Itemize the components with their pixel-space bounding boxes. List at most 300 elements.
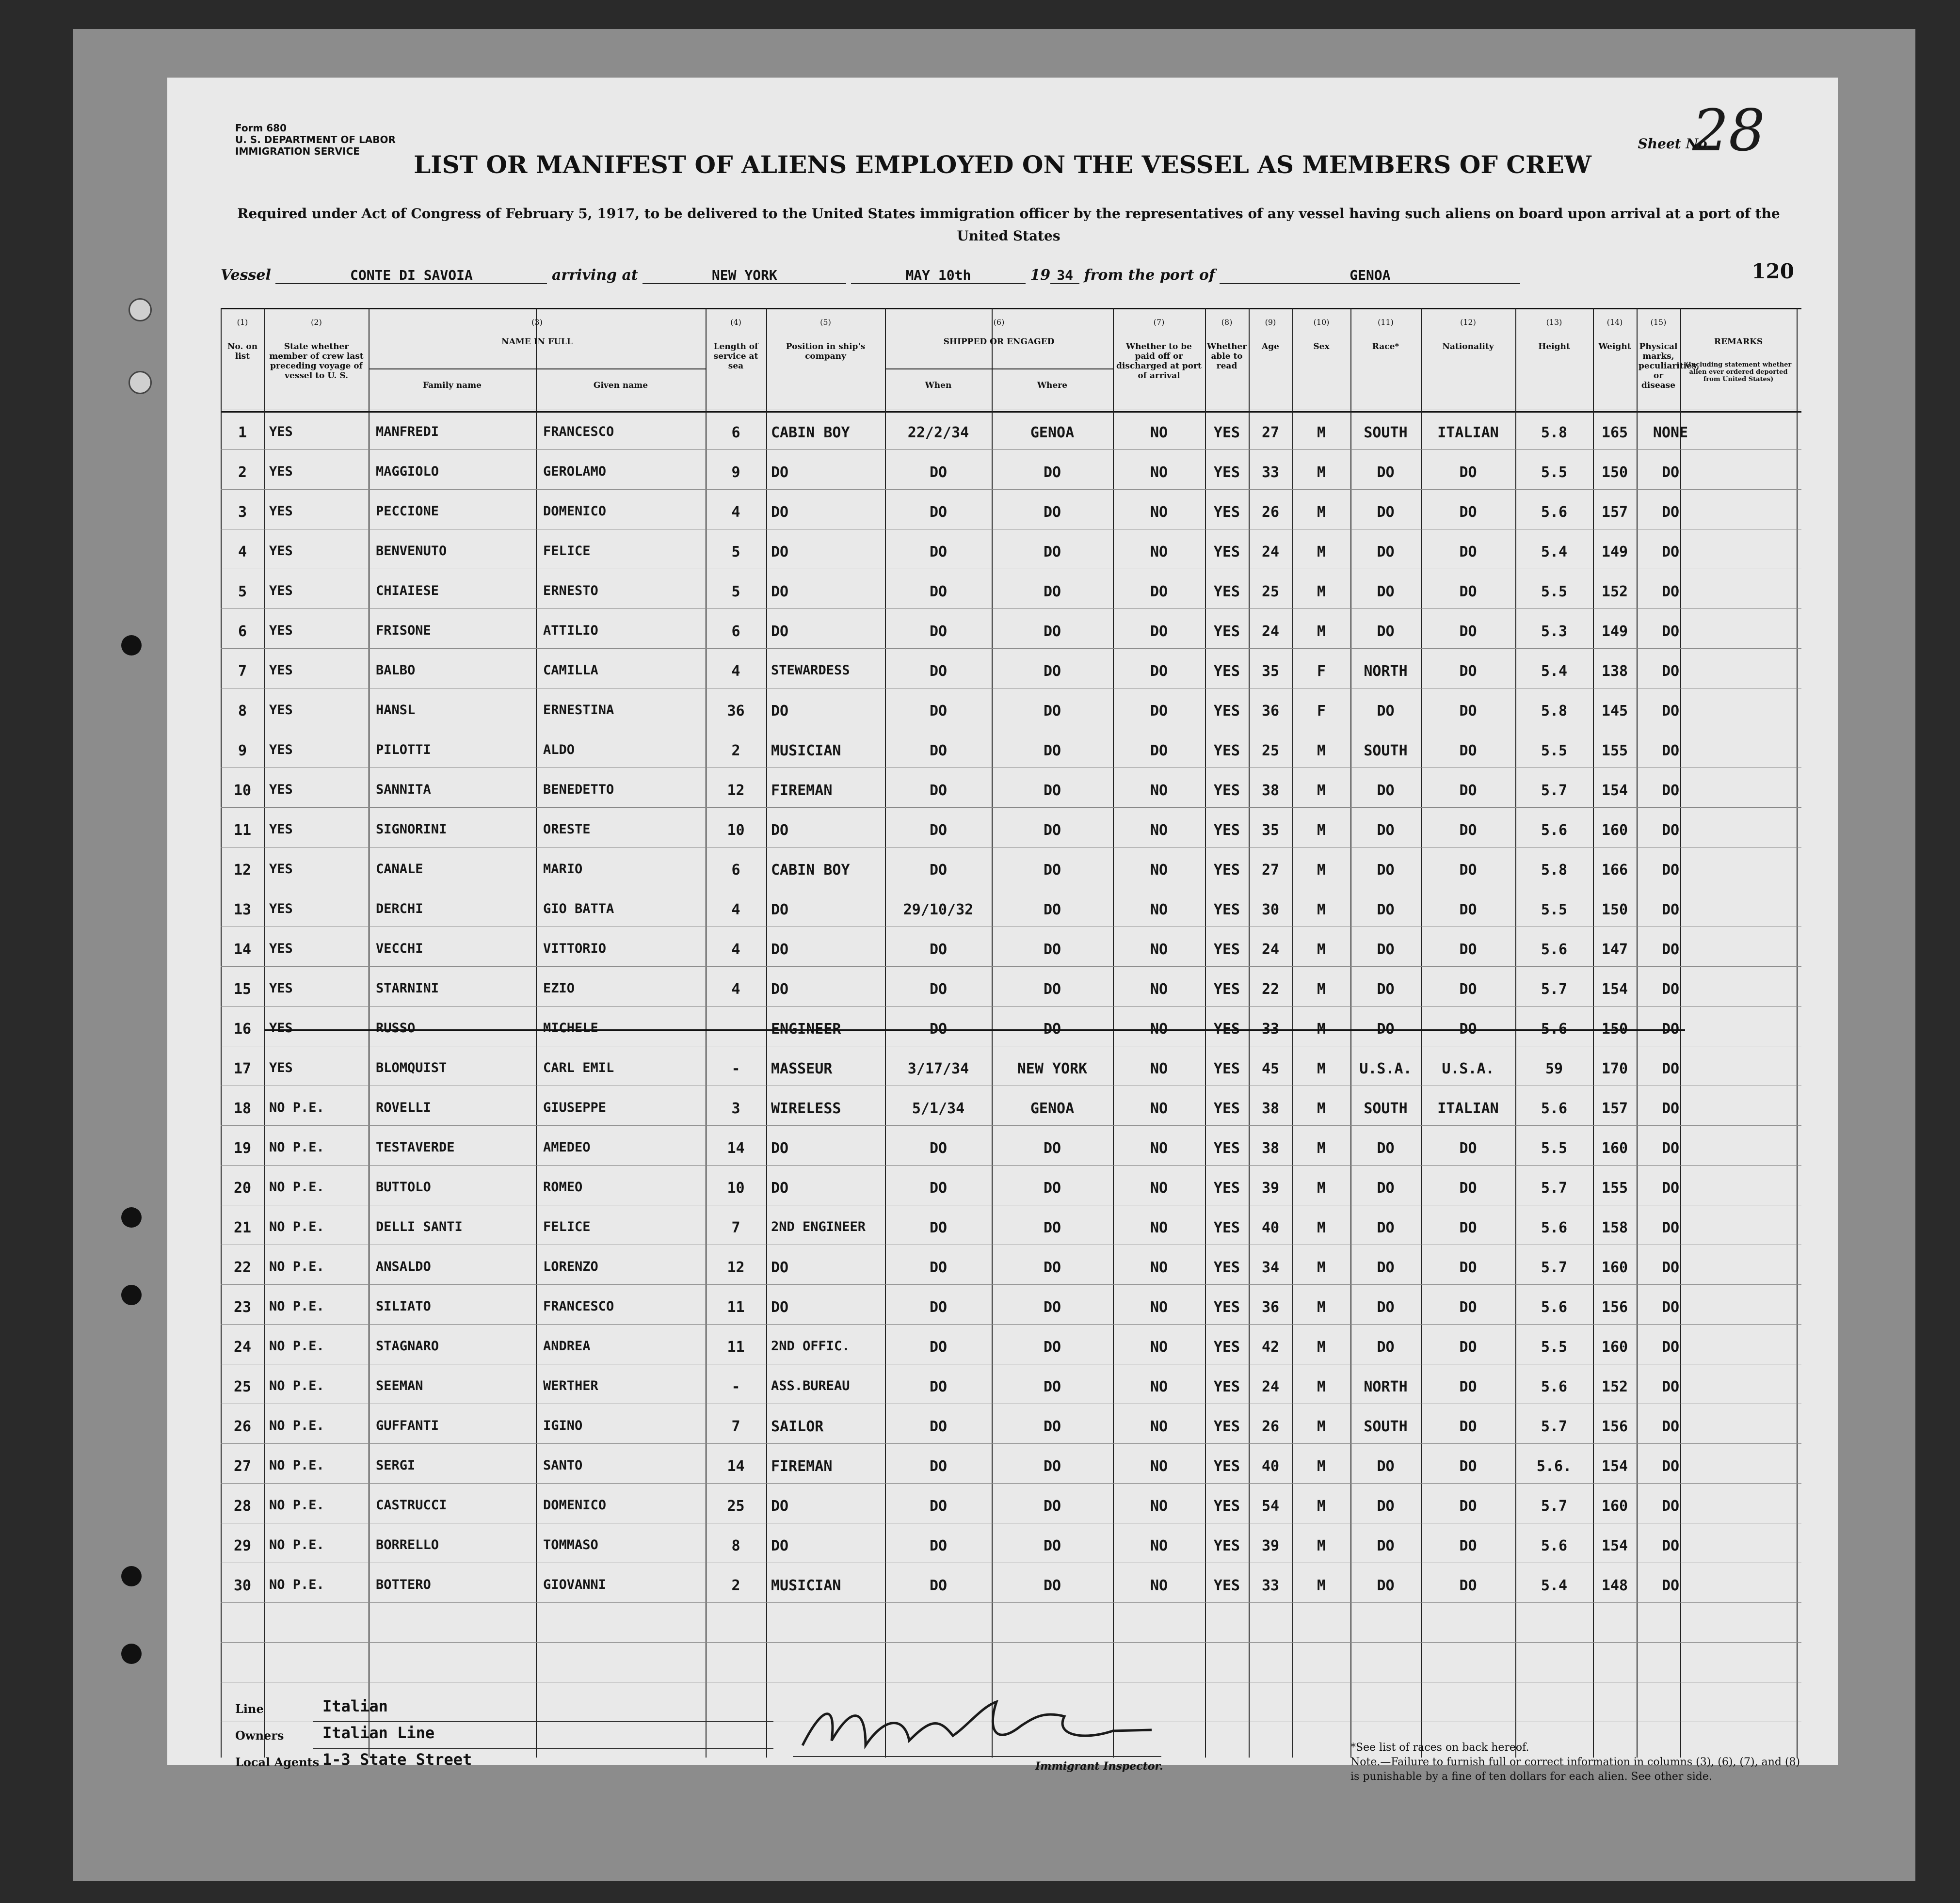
header-physical-marks: Physical marks, peculiarities, or disease — [1639, 342, 1700, 390]
cell-height: 5.6 — [1541, 1537, 1568, 1554]
cell-physical-marks: DO — [1661, 1299, 1680, 1316]
cell-nationality: DO — [1459, 1021, 1477, 1038]
form-number: Form 680 — [235, 122, 287, 134]
footnote-penalty: Note.—Failure to furnish full or correct information in columns (3), (6), (7), and (8) is punishable by a fine of ten dollars for each alien. See other side. — [1350, 1756, 1800, 1783]
cell-family-name: BALBO — [376, 663, 416, 678]
cell-given-name: DOMENICO — [543, 1498, 607, 1513]
cell-paid-off: NO — [1150, 1100, 1168, 1117]
cell-shipped-where: DO — [1043, 742, 1061, 759]
year-prefix: 19 — [1030, 267, 1051, 284]
cell-position: DO — [771, 1140, 789, 1157]
table-row — [221, 663, 1801, 687]
cell-weight: 160 — [1601, 1259, 1628, 1276]
cell-previous-voyage: YES — [269, 1060, 293, 1075]
cell-no: 20 — [233, 1180, 252, 1197]
cell-able-read: YES — [1213, 424, 1240, 441]
punch-hole-icon — [121, 1207, 142, 1228]
cell-sex: M — [1317, 742, 1326, 759]
row-rule — [221, 608, 1801, 609]
cell-previous-voyage: NO P.E. — [269, 1458, 324, 1473]
owners-underline — [313, 1721, 773, 1722]
cell-height: 5.6 — [1541, 1378, 1568, 1395]
column-number: (13) — [1546, 318, 1562, 327]
cell-shipped-where: DO — [1043, 1299, 1061, 1316]
cell-length-service: 2 — [731, 742, 740, 759]
cell-given-name: GIOVANNI — [543, 1577, 607, 1592]
table-row — [221, 1458, 1801, 1482]
table-row — [221, 1021, 1801, 1045]
arrival-date: MAY 10th — [851, 267, 1026, 284]
cell-position: DO — [771, 822, 789, 839]
header-remarks-note: (Including statement whether alien ever ordered deported from United States) — [1685, 361, 1792, 383]
cell-sex: M — [1317, 1021, 1326, 1038]
cell-previous-voyage: YES — [269, 822, 293, 837]
cell-length-service: 6 — [731, 623, 740, 640]
table-row — [221, 901, 1801, 926]
cell-given-name: GIO BATTA — [543, 901, 614, 916]
cell-age: 35 — [1261, 822, 1280, 839]
cell-paid-off: NO — [1150, 1498, 1168, 1515]
cell-physical-marks: DO — [1661, 1458, 1680, 1475]
cell-previous-voyage: YES — [269, 901, 293, 916]
cell-age: 34 — [1261, 1259, 1280, 1276]
cell-family-name: BUTTOLO — [376, 1180, 431, 1195]
row-rule — [221, 1642, 1801, 1643]
cell-age: 36 — [1261, 703, 1280, 720]
department-name: U. S. DEPARTMENT OF LABOR — [235, 134, 396, 145]
cell-nationality: DO — [1459, 1577, 1477, 1594]
cell-nationality: DO — [1459, 1418, 1477, 1435]
cell-physical-marks: DO — [1661, 941, 1680, 958]
cell-weight: 154 — [1601, 1458, 1628, 1475]
cell-physical-marks: DO — [1661, 1219, 1680, 1236]
cell-height: 5.8 — [1541, 424, 1568, 441]
arrival-year: 34 — [1050, 267, 1079, 284]
cell-race: DO — [1377, 1219, 1395, 1236]
cell-nationality: DO — [1459, 703, 1477, 720]
cell-height: 5.7 — [1541, 1259, 1568, 1276]
header-when: When — [925, 381, 952, 390]
cell-previous-voyage: YES — [269, 504, 293, 519]
cell-no: 13 — [233, 901, 252, 918]
cell-given-name: FRANCESCO — [543, 1299, 614, 1314]
cell-sex: M — [1317, 862, 1326, 879]
cell-able-read: YES — [1213, 1418, 1240, 1435]
table-row — [221, 822, 1801, 846]
table-row — [221, 464, 1801, 488]
cell-age: 24 — [1261, 623, 1280, 640]
cell-shipped-where: DO — [1043, 1537, 1061, 1554]
cell-physical-marks: DO — [1661, 742, 1680, 759]
table-row — [221, 1259, 1801, 1283]
header-family-name: Family name — [422, 381, 482, 390]
cell-length-service: - — [731, 1378, 740, 1395]
cell-paid-off: NO — [1150, 1299, 1168, 1316]
cell-position: DO — [771, 1180, 789, 1197]
sheet-number: 28 — [1692, 97, 1765, 164]
header-remarks: REMARKS — [1714, 337, 1763, 347]
cell-length-service: 10 — [727, 822, 745, 839]
cell-family-name: ROVELLI — [376, 1100, 431, 1115]
cell-length-service: 14 — [727, 1140, 745, 1157]
cell-shipped-where: DO — [1043, 464, 1061, 481]
cell-sex: M — [1317, 1060, 1326, 1077]
cell-given-name: ERNESTINA — [543, 703, 614, 718]
from-port-label: from the port of — [1084, 267, 1215, 284]
cell-no: 2 — [238, 464, 247, 481]
cell-shipped-when: DO — [929, 1577, 948, 1594]
table-row — [221, 424, 1801, 448]
cell-height: 5.5 — [1541, 901, 1568, 918]
cell-weight: 150 — [1601, 1021, 1628, 1038]
cell-position: MASSEUR — [771, 1060, 833, 1077]
cell-previous-voyage: NO P.E. — [269, 1180, 324, 1195]
column-number: (8) — [1221, 318, 1233, 327]
cell-given-name: ERNESTO — [543, 583, 598, 598]
cell-given-name: CARL EMIL — [543, 1060, 614, 1075]
table-row — [221, 1378, 1801, 1403]
cell-length-service: 7 — [731, 1418, 740, 1435]
cell-height: 5.5 — [1541, 464, 1568, 481]
cell-position: MUSICIAN — [771, 742, 841, 759]
row-rule — [221, 489, 1801, 490]
cell-shipped-where: DO — [1043, 1378, 1061, 1395]
cell-nationality: DO — [1459, 862, 1477, 879]
cell-given-name: FELICE — [543, 1219, 591, 1234]
header-height: Height — [1538, 342, 1570, 352]
cell-able-read: YES — [1213, 1378, 1240, 1395]
cell-position: DO — [771, 504, 789, 521]
cell-race: DO — [1377, 981, 1395, 998]
cell-age: 26 — [1261, 504, 1280, 521]
cell-position: ASS.BUREAU — [771, 1378, 850, 1393]
cell-previous-voyage: YES — [269, 663, 293, 678]
cell-weight: 154 — [1601, 782, 1628, 799]
cell-shipped-when: DO — [929, 1498, 948, 1515]
header-length-service: Length of service at sea — [713, 342, 758, 371]
cell-race: SOUTH — [1364, 742, 1408, 759]
row-rule — [221, 1284, 1801, 1285]
cell-shipped-where: DO — [1043, 1498, 1061, 1515]
cell-family-name: CHIAIESE — [376, 583, 439, 598]
cell-physical-marks: DO — [1661, 1498, 1680, 1515]
cell-able-read: YES — [1213, 663, 1240, 680]
cell-race: DO — [1377, 901, 1395, 918]
header-sex: Sex — [1313, 342, 1330, 352]
cell-race: SOUTH — [1364, 1418, 1408, 1435]
cell-shipped-where: DO — [1043, 822, 1061, 839]
cell-family-name: FRISONE — [376, 623, 431, 638]
table-row — [221, 1140, 1801, 1164]
cell-paid-off: NO — [1150, 862, 1168, 879]
cell-weight: 149 — [1601, 623, 1628, 640]
cell-length-service: 4 — [731, 901, 740, 918]
cell-paid-off: NO — [1150, 901, 1168, 918]
cell-given-name: FELICE — [543, 544, 591, 559]
cell-sex: M — [1317, 1418, 1326, 1435]
cell-position: DO — [771, 901, 789, 918]
cell-sex: M — [1317, 1299, 1326, 1316]
table-row — [221, 583, 1801, 608]
vessel-line — [221, 267, 1520, 284]
strikethrough-line — [264, 1029, 1685, 1031]
cell-given-name: ORESTE — [543, 822, 591, 837]
cell-shipped-when: DO — [929, 822, 948, 839]
cell-nationality: DO — [1459, 583, 1477, 600]
cell-age: 38 — [1261, 782, 1280, 799]
cell-given-name: TOMMASO — [543, 1537, 598, 1552]
cell-sex: M — [1317, 544, 1326, 560]
row-rule — [221, 1443, 1801, 1444]
vessel-label: Vessel — [221, 267, 271, 284]
cell-race: NORTH — [1364, 663, 1408, 680]
cell-shipped-where: DO — [1043, 504, 1061, 521]
departure-port: GENOA — [1220, 267, 1520, 284]
cell-weight: 149 — [1601, 544, 1628, 560]
table-row — [221, 981, 1801, 1005]
cell-shipped-where: DO — [1043, 1458, 1061, 1475]
cell-age: 33 — [1261, 1021, 1280, 1038]
cell-shipped-where: DO — [1043, 1577, 1061, 1594]
cell-race: DO — [1377, 1180, 1395, 1197]
cell-given-name: ALDO — [543, 742, 575, 757]
cell-paid-off: NO — [1150, 1577, 1168, 1594]
column-number: (9) — [1265, 318, 1276, 327]
cell-length-service: 12 — [727, 782, 745, 799]
column-number: (12) — [1460, 318, 1476, 327]
cell-shipped-when: DO — [929, 1021, 948, 1038]
cell-previous-voyage: YES — [269, 583, 293, 598]
cell-race: DO — [1377, 623, 1395, 640]
cell-previous-voyage: YES — [269, 703, 293, 718]
cell-height: 5.6 — [1541, 1100, 1568, 1117]
cell-height: 5.7 — [1541, 1180, 1568, 1197]
cell-sex: M — [1317, 623, 1326, 640]
cell-given-name: MICHELE — [543, 1021, 598, 1036]
cell-sex: M — [1317, 1140, 1326, 1157]
cell-length-service: 25 — [727, 1498, 745, 1515]
cell-weight: 154 — [1601, 1537, 1628, 1554]
cell-no: 12 — [233, 862, 252, 879]
table-row — [221, 742, 1801, 767]
cell-paid-off: NO — [1150, 1418, 1168, 1435]
cell-age: 38 — [1261, 1140, 1280, 1157]
cell-able-read: YES — [1213, 742, 1240, 759]
cell-position: DO — [771, 1259, 789, 1276]
cell-nationality: DO — [1459, 941, 1477, 958]
cell-length-service: 8 — [731, 1537, 740, 1554]
cell-height: 5.6. — [1536, 1458, 1572, 1475]
cell-nationality: DO — [1459, 1458, 1477, 1475]
cell-weight: 160 — [1601, 1498, 1628, 1515]
row-rule — [221, 648, 1801, 649]
cell-height: 59 — [1545, 1060, 1563, 1077]
cell-nationality: DO — [1459, 1299, 1477, 1316]
cell-height: 5.6 — [1541, 504, 1568, 521]
cell-nationality: DO — [1459, 544, 1477, 560]
cell-nationality: U.S.A. — [1442, 1060, 1494, 1077]
table-row — [221, 1498, 1801, 1522]
cell-height: 5.7 — [1541, 782, 1568, 799]
cell-physical-marks: DO — [1661, 1060, 1680, 1077]
cell-paid-off: NO — [1150, 1537, 1168, 1554]
cell-no: 10 — [233, 782, 252, 799]
punch-hole-icon — [121, 1566, 142, 1586]
owners-label: Owners — [235, 1728, 284, 1743]
cell-nationality: DO — [1459, 504, 1477, 521]
cell-position: DO — [771, 941, 789, 958]
cell-position: DO — [771, 623, 789, 640]
inspector-signature-icon — [793, 1687, 1161, 1770]
cell-race: DO — [1377, 1339, 1395, 1356]
cell-given-name: MARIO — [543, 862, 583, 877]
cell-weight: 150 — [1601, 901, 1628, 918]
cell-sex: M — [1317, 1498, 1326, 1515]
cell-shipped-when: DO — [929, 941, 948, 958]
cell-age: 27 — [1261, 862, 1280, 879]
cell-shipped-where: DO — [1043, 583, 1061, 600]
cell-previous-voyage: NO P.E. — [269, 1418, 324, 1433]
cell-previous-voyage: YES — [269, 424, 293, 439]
header-given-name: Given name — [593, 381, 648, 390]
cell-shipped-when: DO — [929, 1259, 948, 1276]
cell-physical-marks: DO — [1661, 1577, 1680, 1594]
cell-sex: M — [1317, 901, 1326, 918]
cell-family-name: BLOMQUIST — [376, 1060, 447, 1075]
cell-shipped-where: DO — [1043, 663, 1061, 680]
cell-age: 30 — [1261, 901, 1280, 918]
cell-weight: 148 — [1601, 1577, 1628, 1594]
arrival-port: NEW YORK — [643, 267, 846, 284]
cell-no: 7 — [238, 663, 247, 680]
cell-sex: M — [1317, 1339, 1326, 1356]
cell-race: DO — [1377, 544, 1395, 560]
cell-no: 4 — [238, 544, 247, 560]
cell-given-name: WERTHER — [543, 1378, 598, 1393]
cell-previous-voyage: NO P.E. — [269, 1259, 324, 1274]
cell-paid-off: NO — [1150, 1259, 1168, 1276]
cell-no: 21 — [233, 1219, 252, 1236]
cell-family-name: CASTRUCCI — [376, 1498, 447, 1513]
table-row — [221, 623, 1801, 647]
cell-previous-voyage: YES — [269, 862, 293, 877]
cell-height: 5.5 — [1541, 1339, 1568, 1356]
cell-physical-marks: DO — [1661, 1537, 1680, 1554]
cell-shipped-where: DO — [1043, 941, 1061, 958]
cell-height: 5.4 — [1541, 544, 1568, 560]
cell-shipped-when: DO — [929, 1537, 948, 1554]
cell-physical-marks: DO — [1661, 544, 1680, 560]
header-nationality: Nationality — [1442, 342, 1494, 352]
table-row — [221, 1577, 1801, 1601]
cell-position: STEWARDESS — [771, 663, 850, 678]
cell-age: 26 — [1261, 1418, 1280, 1435]
cell-family-name: STAGNARO — [376, 1339, 439, 1354]
cell-nationality: DO — [1459, 822, 1477, 839]
cell-sex: M — [1317, 1219, 1326, 1236]
cell-physical-marks: DO — [1661, 822, 1680, 839]
cell-family-name: MANFREDI — [376, 424, 439, 439]
cell-shipped-when: DO — [929, 583, 948, 600]
cell-age: 24 — [1261, 1378, 1280, 1395]
header-able-read: Whether able to read — [1207, 342, 1247, 371]
cell-given-name: SANTO — [543, 1458, 583, 1473]
cell-race: NORTH — [1364, 1378, 1408, 1395]
page-title: LIST OR MANIFEST OF ALIENS EMPLOYED ON THE VESSEL AS MEMBERS OF CREW — [414, 150, 1591, 179]
cell-length-service: 2 — [731, 1577, 740, 1594]
cell-paid-off: NO — [1150, 1219, 1168, 1236]
cell-nationality: DO — [1459, 1259, 1477, 1276]
cell-no: 17 — [233, 1060, 252, 1077]
table-row — [221, 1537, 1801, 1562]
header-age: Age — [1262, 342, 1279, 352]
cell-sex: M — [1317, 822, 1326, 839]
cell-shipped-when: DO — [929, 782, 948, 799]
cell-paid-off: DO — [1150, 583, 1168, 600]
cell-length-service: 11 — [727, 1299, 745, 1316]
cell-race: DO — [1377, 504, 1395, 521]
cell-height: 5.6 — [1541, 822, 1568, 839]
cell-weight: 160 — [1601, 1140, 1628, 1157]
cell-nationality: DO — [1459, 1537, 1477, 1554]
cell-shipped-when: DO — [929, 544, 948, 560]
table-row — [221, 941, 1801, 965]
cell-shipped-where: DO — [1043, 981, 1061, 998]
cell-race: DO — [1377, 862, 1395, 879]
cell-shipped-where: NEW YORK — [1017, 1060, 1088, 1077]
cell-length-service: 12 — [727, 1259, 745, 1276]
cell-previous-voyage: NO P.E. — [269, 1299, 324, 1314]
cell-position: FIREMAN — [771, 782, 833, 799]
cell-sex: M — [1317, 981, 1326, 998]
cell-previous-voyage: YES — [269, 742, 293, 757]
cell-nationality: DO — [1459, 1498, 1477, 1515]
cell-shipped-when: DO — [929, 1180, 948, 1197]
cell-able-read: YES — [1213, 1339, 1240, 1356]
cell-shipped-where: DO — [1043, 623, 1061, 640]
cell-no: 29 — [233, 1537, 252, 1554]
cell-height: 5.6 — [1541, 941, 1568, 958]
cell-position: WIRELESS — [771, 1100, 841, 1117]
cell-family-name: BORRELLO — [376, 1537, 439, 1552]
cell-nationality: DO — [1459, 1378, 1477, 1395]
cell-age: 40 — [1261, 1458, 1280, 1475]
cell-given-name: FRANCESCO — [543, 424, 614, 439]
cell-shipped-when: 3/17/34 — [907, 1060, 969, 1077]
cell-physical-marks: DO — [1661, 663, 1680, 680]
page-number: 120 — [1751, 259, 1794, 283]
cell-no: 9 — [238, 742, 247, 759]
cell-shipped-where: GENOA — [1030, 424, 1075, 441]
column-number: (3) — [531, 318, 543, 327]
cell-no: 15 — [233, 981, 252, 998]
cell-given-name: GIUSEPPE — [543, 1100, 607, 1115]
column-number: (1) — [237, 318, 248, 327]
cell-age: 39 — [1261, 1537, 1280, 1554]
cell-sex: M — [1317, 1458, 1326, 1475]
cell-family-name: PILOTTI — [376, 742, 431, 757]
cell-age: 25 — [1261, 742, 1280, 759]
cell-sex: M — [1317, 1577, 1326, 1594]
cell-shipped-when: DO — [929, 504, 948, 521]
cell-position: DO — [771, 1299, 789, 1316]
agents-label: Local Agents — [235, 1755, 320, 1769]
cell-height: 5.3 — [1541, 623, 1568, 640]
cell-paid-off: NO — [1150, 1021, 1168, 1038]
punch-hole-icon — [121, 1644, 142, 1664]
cell-sex: M — [1317, 1537, 1326, 1554]
cell-sex: M — [1317, 583, 1326, 600]
